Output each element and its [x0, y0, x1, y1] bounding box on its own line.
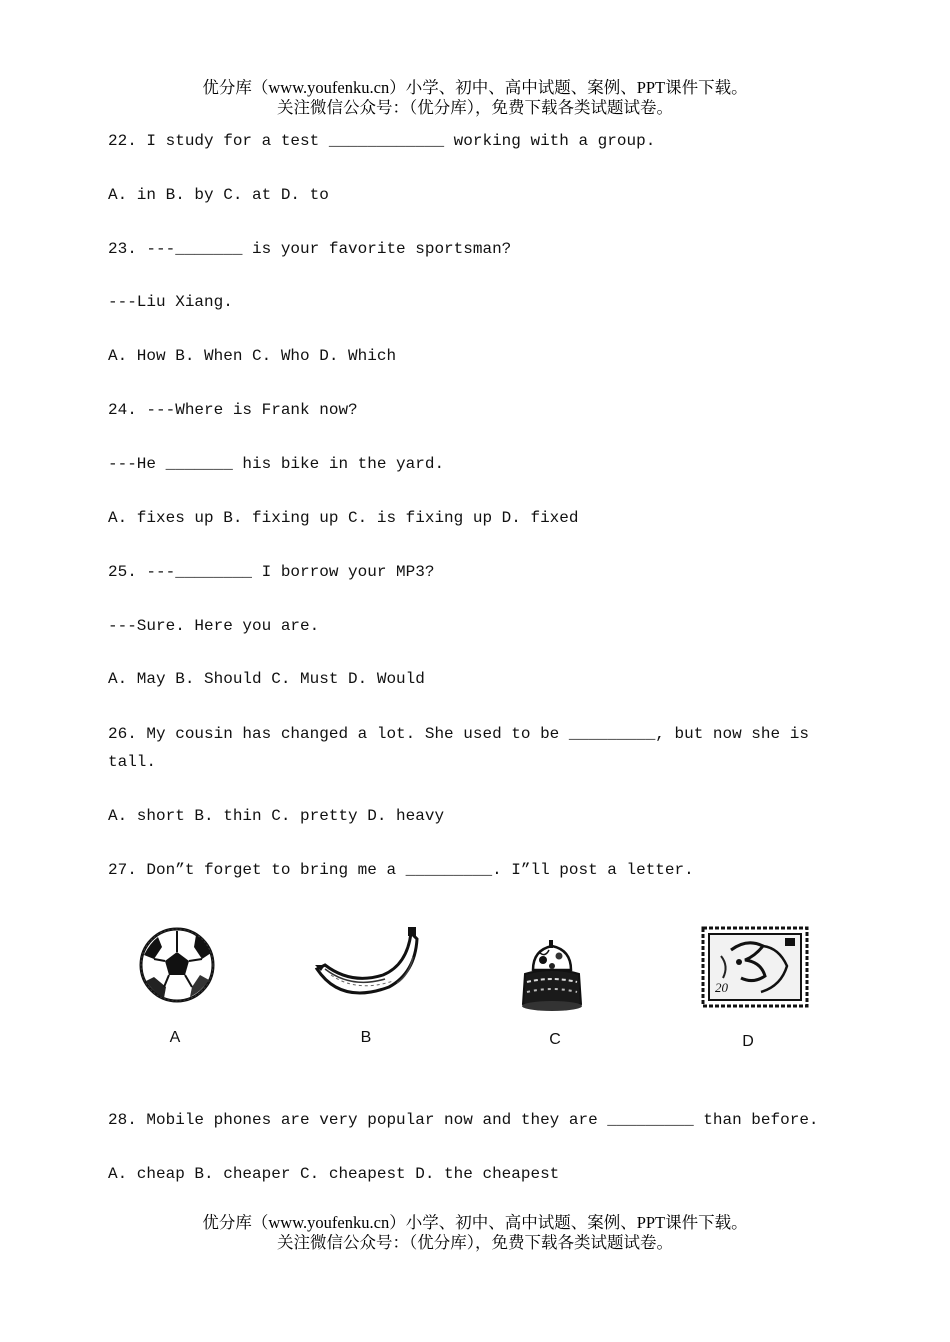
- question-26-line-1: 26. My cousin has changed a lot. She used to be _________, but now she is: [108, 725, 809, 743]
- question-24: 24. ---Where is Frank now?: [108, 401, 358, 419]
- question-26-line-2: tall.: [108, 753, 157, 771]
- question-24-options: A. fixes up B. fixing up C. is fixing up D. fixed: [108, 509, 579, 527]
- soccer-ball-icon: [136, 925, 218, 1003]
- footer-line-1: 优分库（www.youfenku.cn）小学、初中、高中试题、案例、PPT课件下载。: [202, 1213, 748, 1232]
- picture-label-c: C: [549, 1031, 561, 1048]
- stamp-icon: [701, 926, 809, 1008]
- question-25-options: A. May B. Should C. Must D. Would: [108, 670, 425, 688]
- header-line-2: 关注微信公众号：（优分库），免费下载各类试题试卷。: [277, 98, 673, 117]
- question-23-answer: ---Liu Xiang.: [108, 293, 233, 311]
- question-25-answer: ---Sure. Here you are.: [108, 617, 320, 635]
- cake-icon: [519, 940, 585, 1016]
- question-23-options: A. How B. When C. Who D. Which: [108, 347, 397, 365]
- question-23: 23. ---_______ is your favorite sportsman?: [108, 240, 512, 258]
- footer-line-2: 关注微信公众号：（优分库），免费下载各类试题试卷。: [277, 1233, 673, 1252]
- stamp-text: 20: [715, 980, 728, 995]
- question-22-options: A. in B. by C. at D. to: [108, 186, 329, 204]
- question-26-options: A. short B. thin C. pretty D. heavy: [108, 807, 445, 825]
- banana-icon: [311, 925, 423, 1003]
- question-24-answer: ---He _______ his bike in the yard.: [108, 455, 445, 473]
- header-line-1: 优分库（www.youfenku.cn）小学、初中、高中试题、案例、PPT课件下载。: [202, 78, 748, 97]
- picture-label-a: A: [169, 1029, 181, 1046]
- picture-label-b: B: [360, 1029, 372, 1046]
- question-27: 27. Don”t forget to bring me a _________. I”ll post a letter.: [108, 861, 694, 879]
- question-28: 28. Mobile phones are very popular now and they are _________ than before.: [108, 1111, 819, 1129]
- question-28-options: A. cheap B. cheaper C. cheapest D. the cheapest: [108, 1165, 560, 1183]
- question-25: 25. ---________ I borrow your MP3?: [108, 563, 435, 581]
- picture-label-d: D: [742, 1033, 754, 1050]
- question-22: 22. I study for a test ____________ working with a group.: [108, 132, 656, 150]
